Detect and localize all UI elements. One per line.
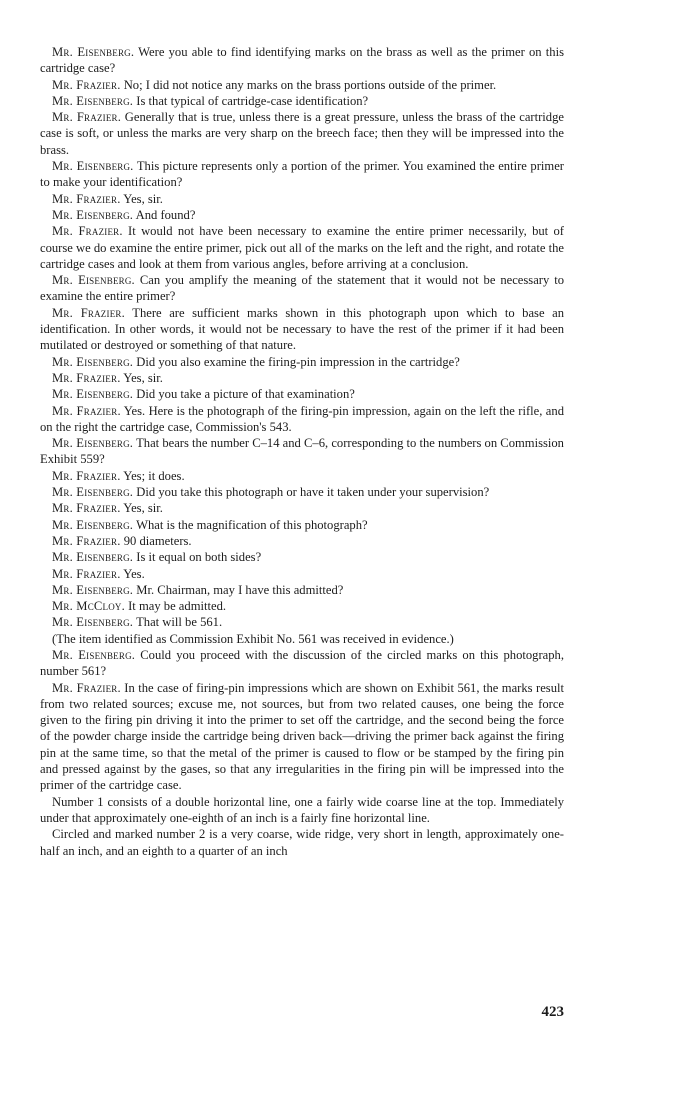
paragraph-text: Were you able to find identifying marks on the brass as well as the primer on this cartridge case? <box>40 45 564 76</box>
paragraph <box>40 484 564 500</box>
paragraph-text: Could you proceed with the discussion of the circled marks on this photograph, number 561? <box>40 647 564 679</box>
paragraph-text: In the case of firing-pin impressions which are shown on Exhibit 561, the marks result from two related sources; excuse me, not sources, but from two related causes, one being the force given to the firing pin driving it into the primer to set off the cartridge, and the second being the force of the powder charge inside the cartridge being driven back—driving the primer back against the firing pin at the same time, so that the metal of the primer is caused to flow or be stamped by the firing pin and pressed against by the gases, so that any irregularities in the firing pin will be impressed into the primer of the cartridge case. <box>40 680 564 793</box>
speaker-name: Mr. Frazier. <box>52 468 121 483</box>
paragraph-text: Did you take this photograph or have it taken under your supervision? <box>133 485 490 500</box>
paragraph-text: Did you also examine the firing-pin impression in the cartridge? <box>133 354 460 369</box>
speaker-name: Mr. Eisenberg. <box>52 647 136 662</box>
paragraph <box>40 77 564 93</box>
paragraph-text: Yes, sir. <box>120 191 163 206</box>
paragraph <box>40 549 564 565</box>
paragraph <box>40 500 564 516</box>
speaker-name: Mr. Eisenberg. <box>52 485 134 500</box>
paragraph-text: It would not have been necessary to examine the entire primer necessarily, but of course we do examine the entire primer, pick out all of the marks on the left and the right, and rotate the cartridge cases and look at them from various angles, before arriving at a conclusion. <box>40 224 564 271</box>
paragraph <box>40 305 564 354</box>
speaker-name: Mr. Eisenberg. <box>52 582 134 597</box>
speaker-name: Mr. Frazier. <box>52 566 121 581</box>
speaker-name: Mr. Eisenberg. <box>52 354 134 369</box>
paragraph <box>40 435 564 468</box>
paragraph-text: That bears the number C–14 and C–6, corresponding to the numbers on Commission Exhibit 559? <box>40 436 564 467</box>
paragraph <box>40 533 564 549</box>
paragraph-text: Circled and marked number 2 is a very coarse, wide ridge, very short in length, approximately one-half an inch, and an eighth to a quarter of an inch <box>40 827 564 858</box>
paragraph-text: Yes; it does. <box>120 468 185 483</box>
paragraph <box>40 468 564 484</box>
paragraph <box>40 370 564 386</box>
paragraph-text: Is it equal on both sides? <box>133 550 262 565</box>
paragraph <box>40 794 564 827</box>
paragraph-text: Number 1 consists of a double horizontal line, one a fairly wide coarse line at the top. Immediately under that approximately one-eighth of an inch is a fairly fine horizontal line. <box>40 794 564 825</box>
speaker-name: Mr. Frazier. <box>52 110 122 125</box>
speaker-name: Mr. Frazier. <box>52 680 121 695</box>
paragraph-text: Yes, sir. <box>120 370 163 385</box>
paragraph-text: Yes, sir. <box>120 501 163 516</box>
paragraph <box>40 826 564 859</box>
speaker-name: Mr. Eisenberg. <box>52 207 134 222</box>
paragraph <box>40 517 564 533</box>
paragraph-text: Can you amplify the meaning of the statement that it would not be necessary to examine the entire primer? <box>40 273 564 304</box>
paragraph <box>40 354 564 370</box>
paragraph <box>40 598 564 614</box>
speaker-name: Mr. Frazier. <box>52 370 121 385</box>
paragraph-text: 90 diameters. <box>120 533 192 548</box>
paragraph-text: And found? <box>133 207 196 222</box>
speaker-name: Mr. Frazier. <box>52 191 121 206</box>
paragraph <box>40 680 564 794</box>
paragraph <box>40 582 564 598</box>
speaker-name: Mr. Frazier. <box>52 224 123 239</box>
paragraph <box>40 386 564 402</box>
paragraph-text: There are sufficient marks shown in this photograph upon which to base an identification. In other words, it would not be necessary to have the rest of the primer if it had been mutilated or destroyed or something of that nature. <box>40 305 564 353</box>
paragraph <box>40 191 564 207</box>
paragraph-text: This picture represents only a portion of the primer. You examined the entire primer to make your identification? <box>40 159 564 190</box>
speaker-name: Mr. Eisenberg. <box>52 436 134 451</box>
paragraph <box>40 614 564 630</box>
page-number: 423 <box>541 1004 564 1020</box>
paragraph-text: What is the magnification of this photograph? <box>133 517 368 532</box>
transcript-page <box>40 44 564 859</box>
paragraph-text: It may be admitted. <box>124 599 227 614</box>
paragraph-text: Yes. <box>120 566 145 581</box>
paragraph-text: Did you take a picture of that examination? <box>133 387 355 402</box>
note-text: (The item identified as Commission Exhibit No. 561 was received in evidence.) <box>52 631 454 646</box>
speaker-name: Mr. Eisenberg. <box>52 615 134 630</box>
speaker-name: Mr. Frazier. <box>52 77 121 92</box>
exhibit-note <box>40 631 564 647</box>
paragraph <box>40 566 564 582</box>
paragraph-text: Generally that is true, unless there is a great pressure, unless the brass of the cartridge case is soft, or unless the marks are very sharp on the breech face; then they will be impressed into the brass. <box>40 110 564 157</box>
speaker-name: Mr. Eisenberg. <box>52 93 134 108</box>
speaker-name: Mr. Eisenberg. <box>52 387 134 402</box>
paragraph <box>40 109 564 158</box>
speaker-name: Mr. Eisenberg. <box>52 550 134 565</box>
paragraph <box>40 158 564 191</box>
speaker-name: Mr. Frazier. <box>52 403 121 418</box>
speaker-name: Mr. Frazier. <box>52 305 125 320</box>
paragraph <box>40 272 564 305</box>
paragraph <box>40 403 564 436</box>
paragraph-text: Is that typical of cartridge-case identification? <box>133 93 369 108</box>
paragraph <box>40 44 564 77</box>
speaker-name: Mr. Eisenberg. <box>52 159 134 174</box>
speaker-name: Mr. Eisenberg. <box>52 517 134 532</box>
paragraph-text: No; I did not notice any marks on the brass portions outside of the primer. <box>120 77 497 92</box>
paragraph-text: That will be 561. <box>133 615 223 630</box>
paragraph <box>40 223 564 272</box>
paragraph <box>40 647 564 680</box>
speaker-name: Mr. Eisenberg. <box>52 45 135 59</box>
paragraph <box>40 93 564 109</box>
paragraph-text: Yes. Here is the photograph of the firing-pin impression, again on the left the rifle, and on the right the cartridge case, Commission's 543. <box>40 403 564 434</box>
paragraph-text: Mr. Chairman, may I have this admitted? <box>133 582 344 597</box>
speaker-name: Mr. Frazier. <box>52 533 121 548</box>
paragraph <box>40 207 564 223</box>
speaker-name: Mr. Eisenberg. <box>52 273 135 288</box>
speaker-name: Mr. McCloy. <box>52 599 125 614</box>
speaker-name: Mr. Frazier. <box>52 501 121 516</box>
